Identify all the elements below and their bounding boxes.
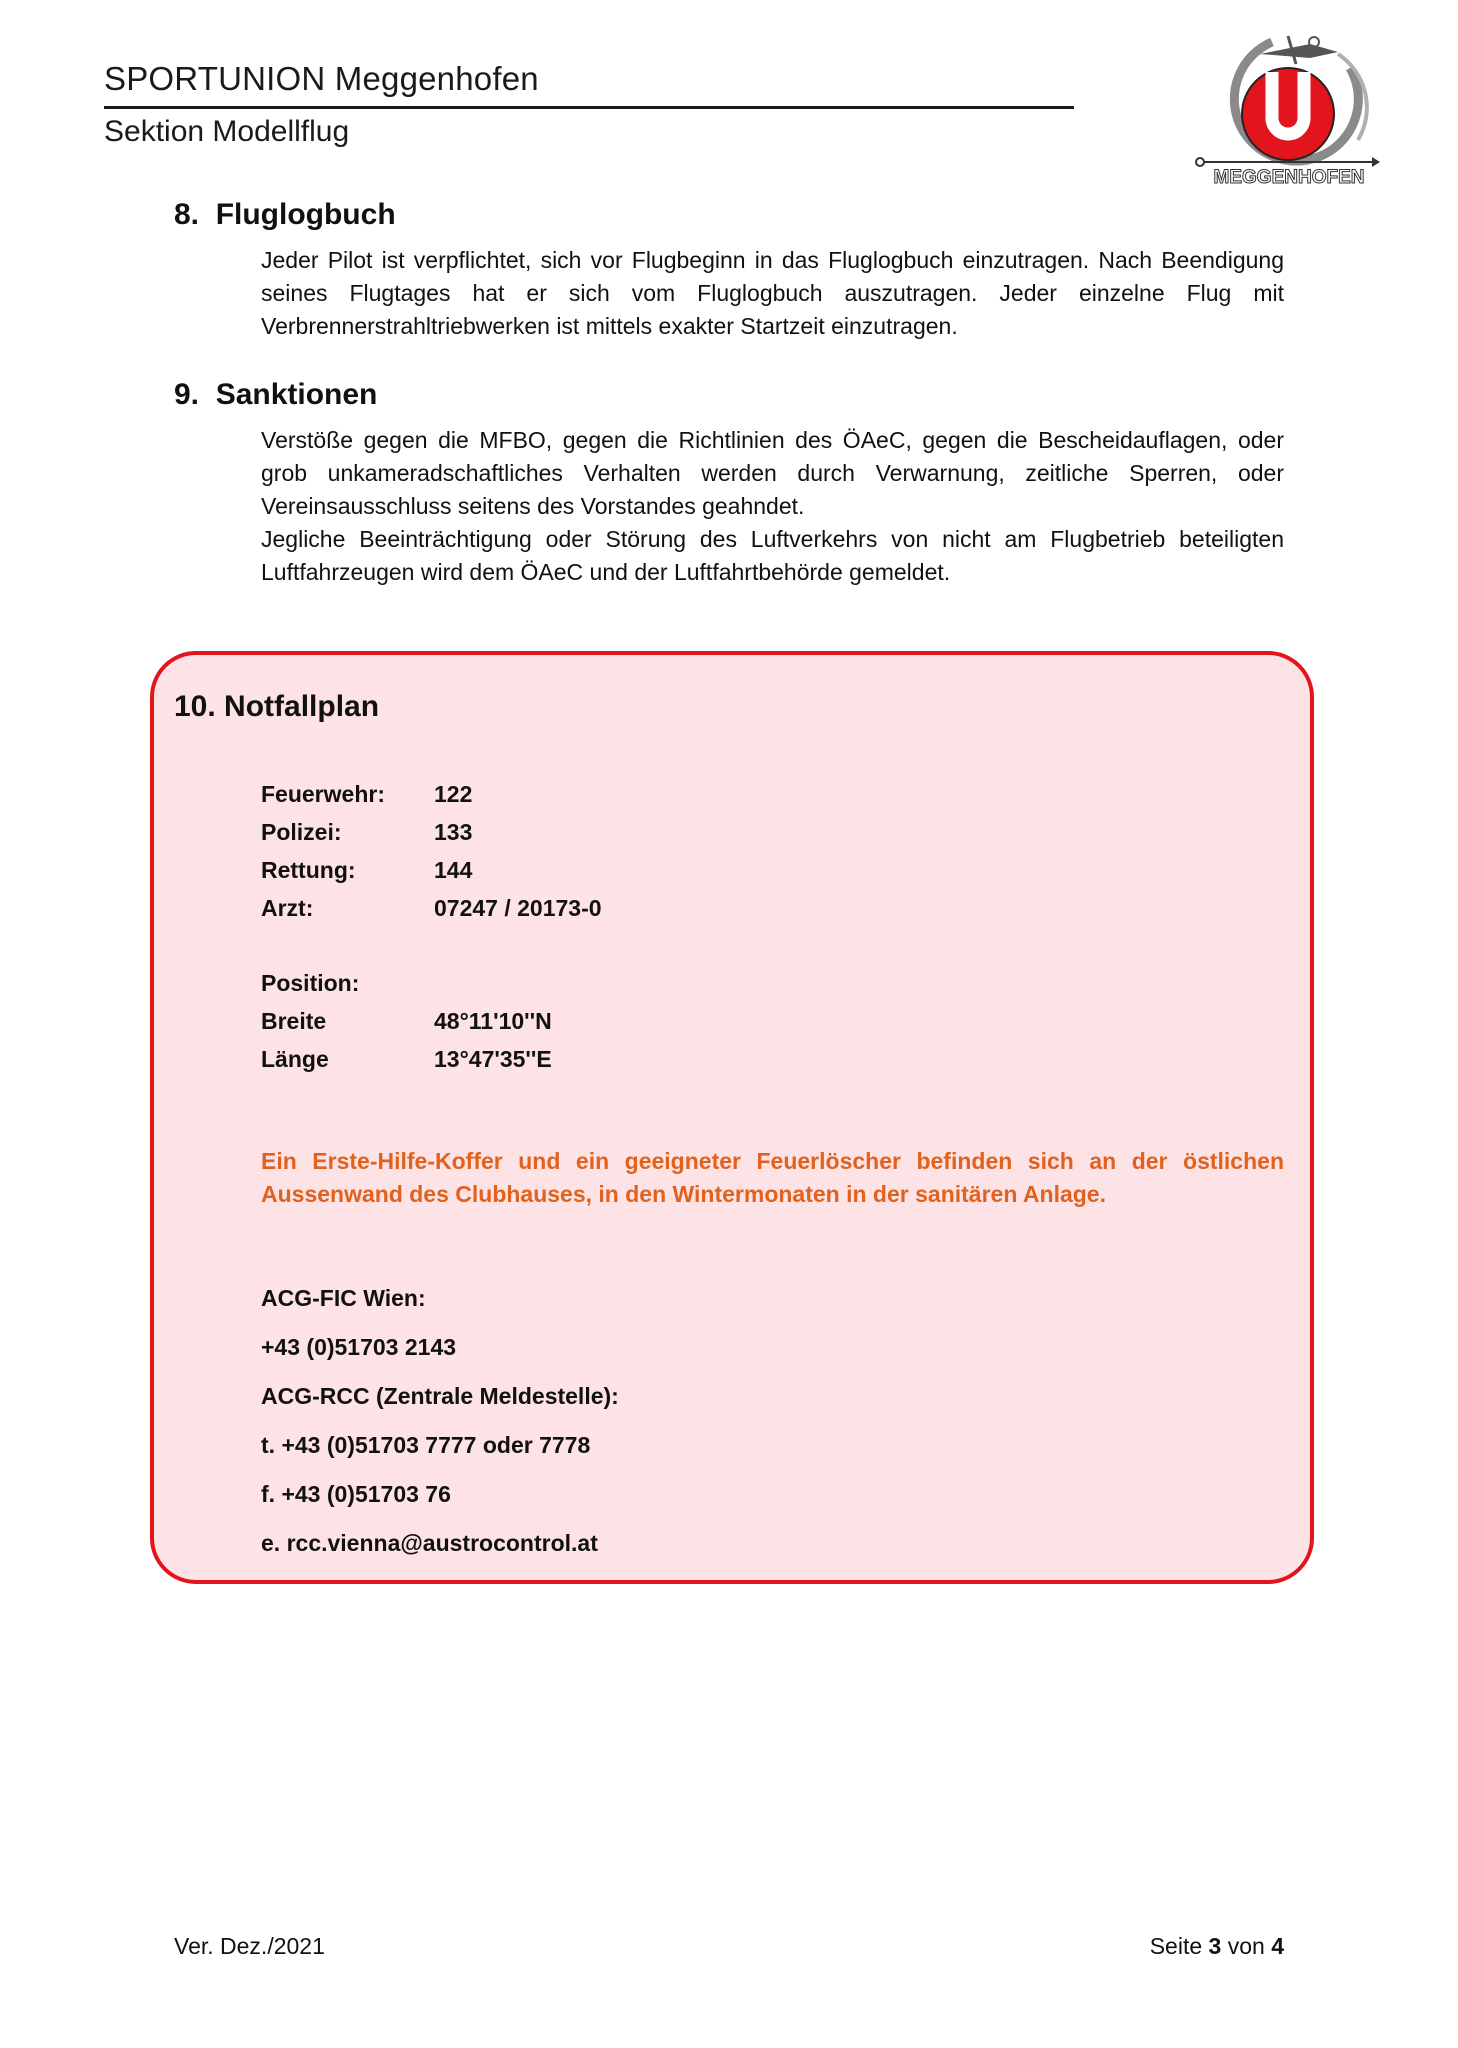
section-8-paragraph: Jeder Pilot ist verpflichtet, sich vor Flugbeginn in das Fluglogbuch einzutragen. Nach Beendigung seines Flugtages hat er sich vom Fluglogbuch auszutragen. Jeder einzelne Flug mit Verbrennerstrahltriebwerken ist mittels exakter Startzeit einzutragen. bbox=[261, 247, 1284, 339]
contact-fic-phone: +43 (0)51703 2143 bbox=[261, 1334, 457, 1360]
contact-rcc-phone: t. +43 (0)51703 7777 oder 7778 bbox=[261, 1432, 591, 1458]
section-9-paragraph-1: Verstöße gegen die MFBO, gegen die Richtlinien des ÖAeC, gegen die Bescheidauflagen, oder grob unkameradschaftliches Verhalten werden durch Verwarnung, zeitliche Sperren, oder Vereinsausschluss seitens des Vorstandes geahndet. bbox=[261, 427, 1284, 519]
contact-rcc-fax: f. +43 (0)51703 76 bbox=[261, 1481, 451, 1507]
emergency-row-police: Polizei: 133 bbox=[261, 819, 473, 845]
position-row-longitude: Länge 13°47'35''E bbox=[261, 1046, 552, 1072]
page-number: Seite 3 von 4 bbox=[1149, 1933, 1284, 1959]
emergency-numbers bbox=[261, 775, 602, 927]
emergency-row-rescue: Rettung: 144 bbox=[261, 857, 473, 883]
header-rule bbox=[104, 106, 1074, 109]
position-block bbox=[261, 964, 552, 1078]
section-10-title: 10. Notfallplan bbox=[174, 690, 380, 723]
contact-fic-label: ACG-FIC Wien: bbox=[261, 1285, 426, 1311]
section-9-paragraph-2: Jegliche Beeinträchtigung oder Störung des Luftverkehrs von nicht am Flugbetrieb beteiligten Luftfahrzeugen wird dem ÖAeC und der Luftfahrtbehörde gemeldet. bbox=[261, 526, 1284, 585]
section-9-text bbox=[261, 424, 1284, 589]
emergency-row-doctor: Arzt: 07247 / 20173-0 bbox=[261, 895, 602, 921]
version-label: Ver. Dez./2021 bbox=[174, 1933, 325, 1959]
contact-list bbox=[261, 1274, 619, 1568]
emergency-row-fire: Feuerwehr: 122 bbox=[261, 781, 473, 807]
organization-name: SPORTUNION Meggenhofen bbox=[104, 60, 539, 97]
first-aid-note: Ein Erste-Hilfe-Koffer und ein geeigneter Feuerlöscher befinden sich an der östlichen Aussenwand des Clubhauses, in den Wintermonaten in der sanitären Anlage. bbox=[261, 1148, 1284, 1207]
section-9-title: 9. Sanktionen bbox=[174, 378, 378, 411]
club-logo bbox=[1188, 20, 1388, 190]
position-label: Position: bbox=[261, 970, 360, 996]
contact-rcc-email: e. rcc.vienna@austrocontrol.at bbox=[261, 1530, 598, 1556]
logo-text: MEGGENHOFEN bbox=[1213, 167, 1365, 188]
section-8-title: 8. Fluglogbuch bbox=[174, 198, 396, 231]
contact-rcc-label: ACG-RCC (Zentrale Meldestelle): bbox=[261, 1383, 619, 1409]
section-8-text bbox=[261, 244, 1284, 343]
position-row-latitude: Breite 48°11'10''N bbox=[261, 1008, 552, 1034]
section-name: Sektion Modellflug bbox=[104, 115, 350, 148]
